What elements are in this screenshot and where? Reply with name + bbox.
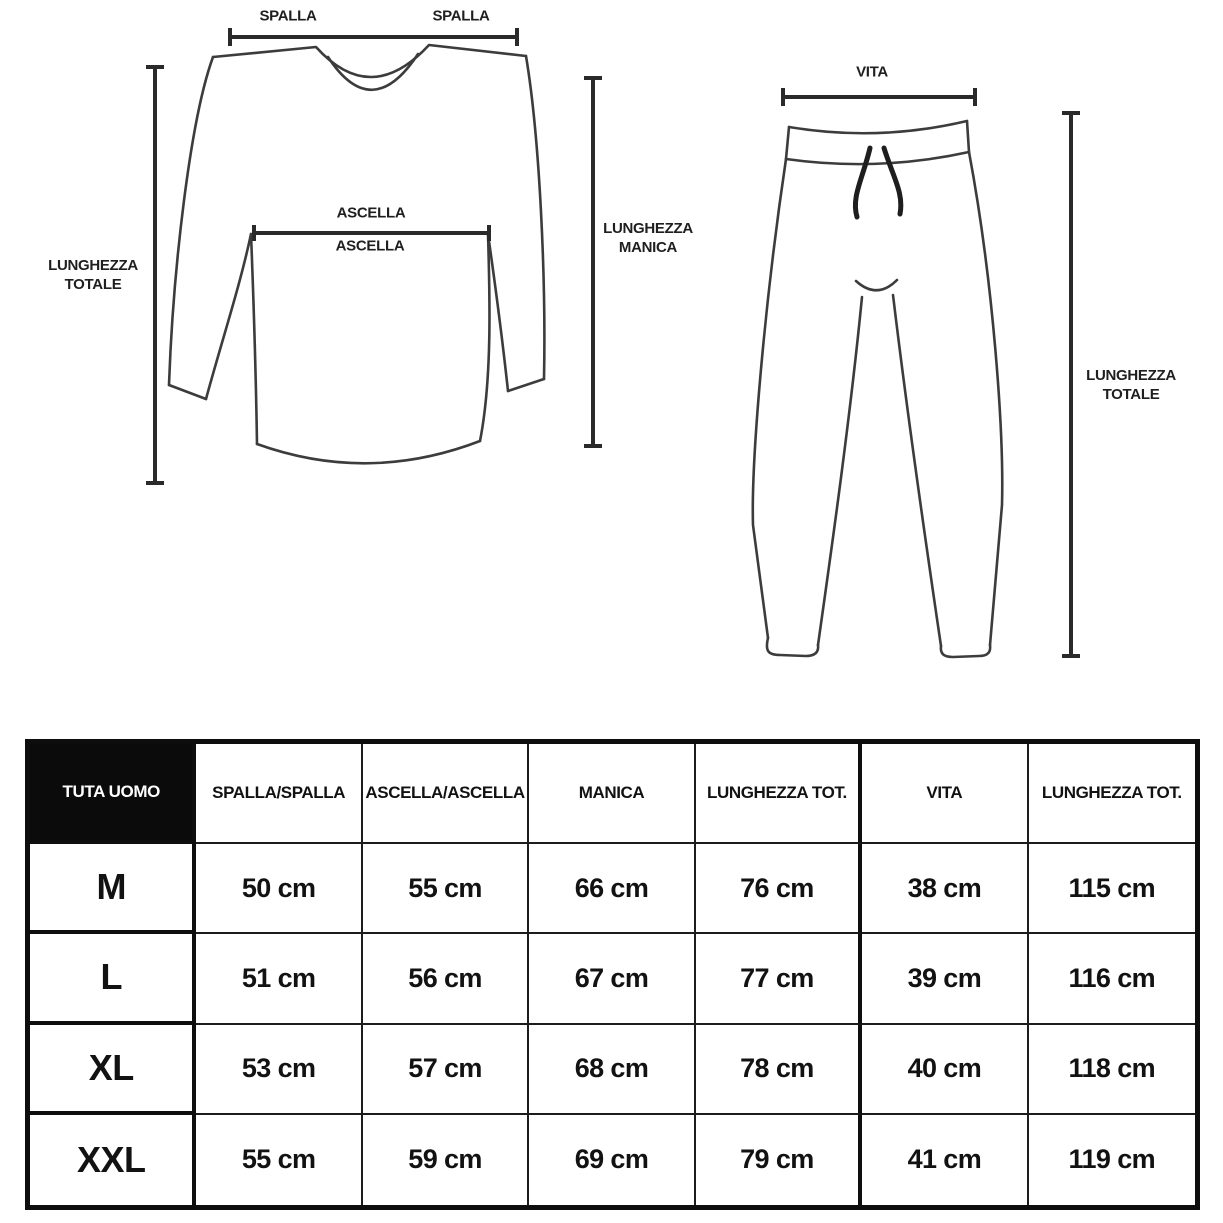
pants-drawing <box>753 121 1002 657</box>
label-ascella-top: ASCELLA <box>336 204 406 222</box>
label-pants-total-length-line2: TOTALE <box>1102 386 1160 403</box>
sweatshirt-body-right <box>480 234 490 441</box>
table-row-m-spalla: 50 cm <box>196 844 362 934</box>
table-header-lunghezza-tot-pants: LUNGHEZZA TOT. <box>1029 744 1195 844</box>
measurement-lines <box>146 28 1080 656</box>
size-table <box>25 739 1200 1210</box>
table-row-l-spalla: 51 cm <box>196 934 362 1024</box>
table-row-l-size: L <box>30 934 196 1024</box>
pants-drawstring-right <box>884 148 901 214</box>
pants-crotch-curve <box>856 280 897 290</box>
table-row-l-ascella: 56 cm <box>363 934 529 1024</box>
label-sleeve-length-line2: MANICA <box>618 239 678 256</box>
table-row-xxl-spalla: 55 cm <box>196 1115 362 1205</box>
pants-waistband-bottom <box>786 152 969 164</box>
table-row-xl-ascella: 57 cm <box>363 1025 529 1115</box>
label-shirt-total-length-line2: TOTALE <box>64 276 122 293</box>
label-sleeve-length <box>603 219 693 257</box>
table-header-tuta-uomo: TUTA UOMO <box>30 744 196 844</box>
table-row-xxl-size: XXL <box>30 1115 196 1205</box>
table-row-m-vita: 38 cm <box>862 844 1028 934</box>
table-row-l-manica: 67 cm <box>529 934 695 1024</box>
sweatshirt-left-sleeve-inner <box>206 234 251 399</box>
pants-left-cuff <box>767 638 818 656</box>
sweatshirt-right-sleeve-outer <box>526 56 544 379</box>
table-row-l-vita: 39 cm <box>862 934 1028 1024</box>
table-header-vita: VITA <box>862 744 1028 844</box>
table-row-xl-manica: 68 cm <box>529 1025 695 1115</box>
label-pants-total-length-line1: LUNGHEZZA <box>1086 367 1176 384</box>
table-header-lunghezza-tot-shirt: LUNGHEZZA TOT. <box>696 744 862 844</box>
table-row-xl-vita: 40 cm <box>862 1025 1028 1115</box>
label-sleeve-length-line1: LUNGHEZZA <box>603 220 693 237</box>
table-header-manica: MANICA <box>529 744 695 844</box>
label-pants-total-length <box>1086 366 1176 404</box>
label-spalla-left: SPALLA <box>259 7 317 25</box>
pants-left-leg-inner <box>818 297 862 645</box>
label-vita: VITA <box>856 63 888 81</box>
table-row-xxl-ascella: 59 cm <box>363 1115 529 1205</box>
table-row-m-lunghezza-tot-shirt: 76 cm <box>696 844 862 934</box>
pants-right-leg-outer <box>969 152 1002 645</box>
table-row-xxl-lunghezza-tot-pants: 119 cm <box>1029 1115 1195 1205</box>
label-spalla-right: SPALLA <box>432 7 490 25</box>
pants-waistband-right-edge <box>967 121 969 152</box>
table-row-l-lunghezza-tot-shirt: 77 cm <box>696 934 862 1024</box>
table-header-spalla-spalla: SPALLA/SPALLA <box>196 744 362 844</box>
pants-drawstring-left <box>855 148 870 217</box>
table-row-m-size: M <box>30 844 196 934</box>
table-row-xl-size: XL <box>30 1025 196 1115</box>
table-row-xl-lunghezza-tot-shirt: 78 cm <box>696 1025 862 1115</box>
pants-right-leg-inner <box>893 295 941 646</box>
pants-waistband-top <box>789 121 967 133</box>
label-shirt-total-length <box>48 256 138 294</box>
sweatshirt-body-left <box>251 234 257 444</box>
table-row-m-ascella: 55 cm <box>363 844 529 934</box>
table-row-xl-lunghezza-tot-pants: 118 cm <box>1029 1025 1195 1115</box>
table-row-xl-spalla: 53 cm <box>196 1025 362 1115</box>
table-row-xxl-vita: 41 cm <box>862 1115 1028 1205</box>
pants-waistband-left-edge <box>786 127 789 159</box>
table-row-l-lunghezza-tot-pants: 116 cm <box>1029 934 1195 1024</box>
table-row-xxl-lunghezza-tot-shirt: 79 cm <box>696 1115 862 1205</box>
sweatshirt-shoulders-neck <box>213 45 526 77</box>
sweatshirt-left-sleeve-outer <box>169 57 213 385</box>
sweatshirt-hem <box>257 441 480 463</box>
sweatshirt-collar-inner <box>328 54 418 90</box>
pants-left-leg-outer <box>753 159 786 638</box>
table-header-ascella-ascella: ASCELLA/ASCELLA <box>363 744 529 844</box>
table-row-m-lunghezza-tot-pants: 115 cm <box>1029 844 1195 934</box>
label-shirt-total-length-line1: LUNGHEZZA <box>48 257 138 274</box>
sweatshirt-right-cuff <box>508 379 544 391</box>
label-ascella-bottom: ASCELLA <box>335 237 405 255</box>
table-row-m-manica: 66 cm <box>529 844 695 934</box>
table-row-xxl-manica: 69 cm <box>529 1115 695 1205</box>
sweatshirt-right-sleeve-inner <box>488 234 508 391</box>
pants-right-cuff <box>941 645 990 657</box>
sweatshirt-left-cuff <box>169 385 206 399</box>
